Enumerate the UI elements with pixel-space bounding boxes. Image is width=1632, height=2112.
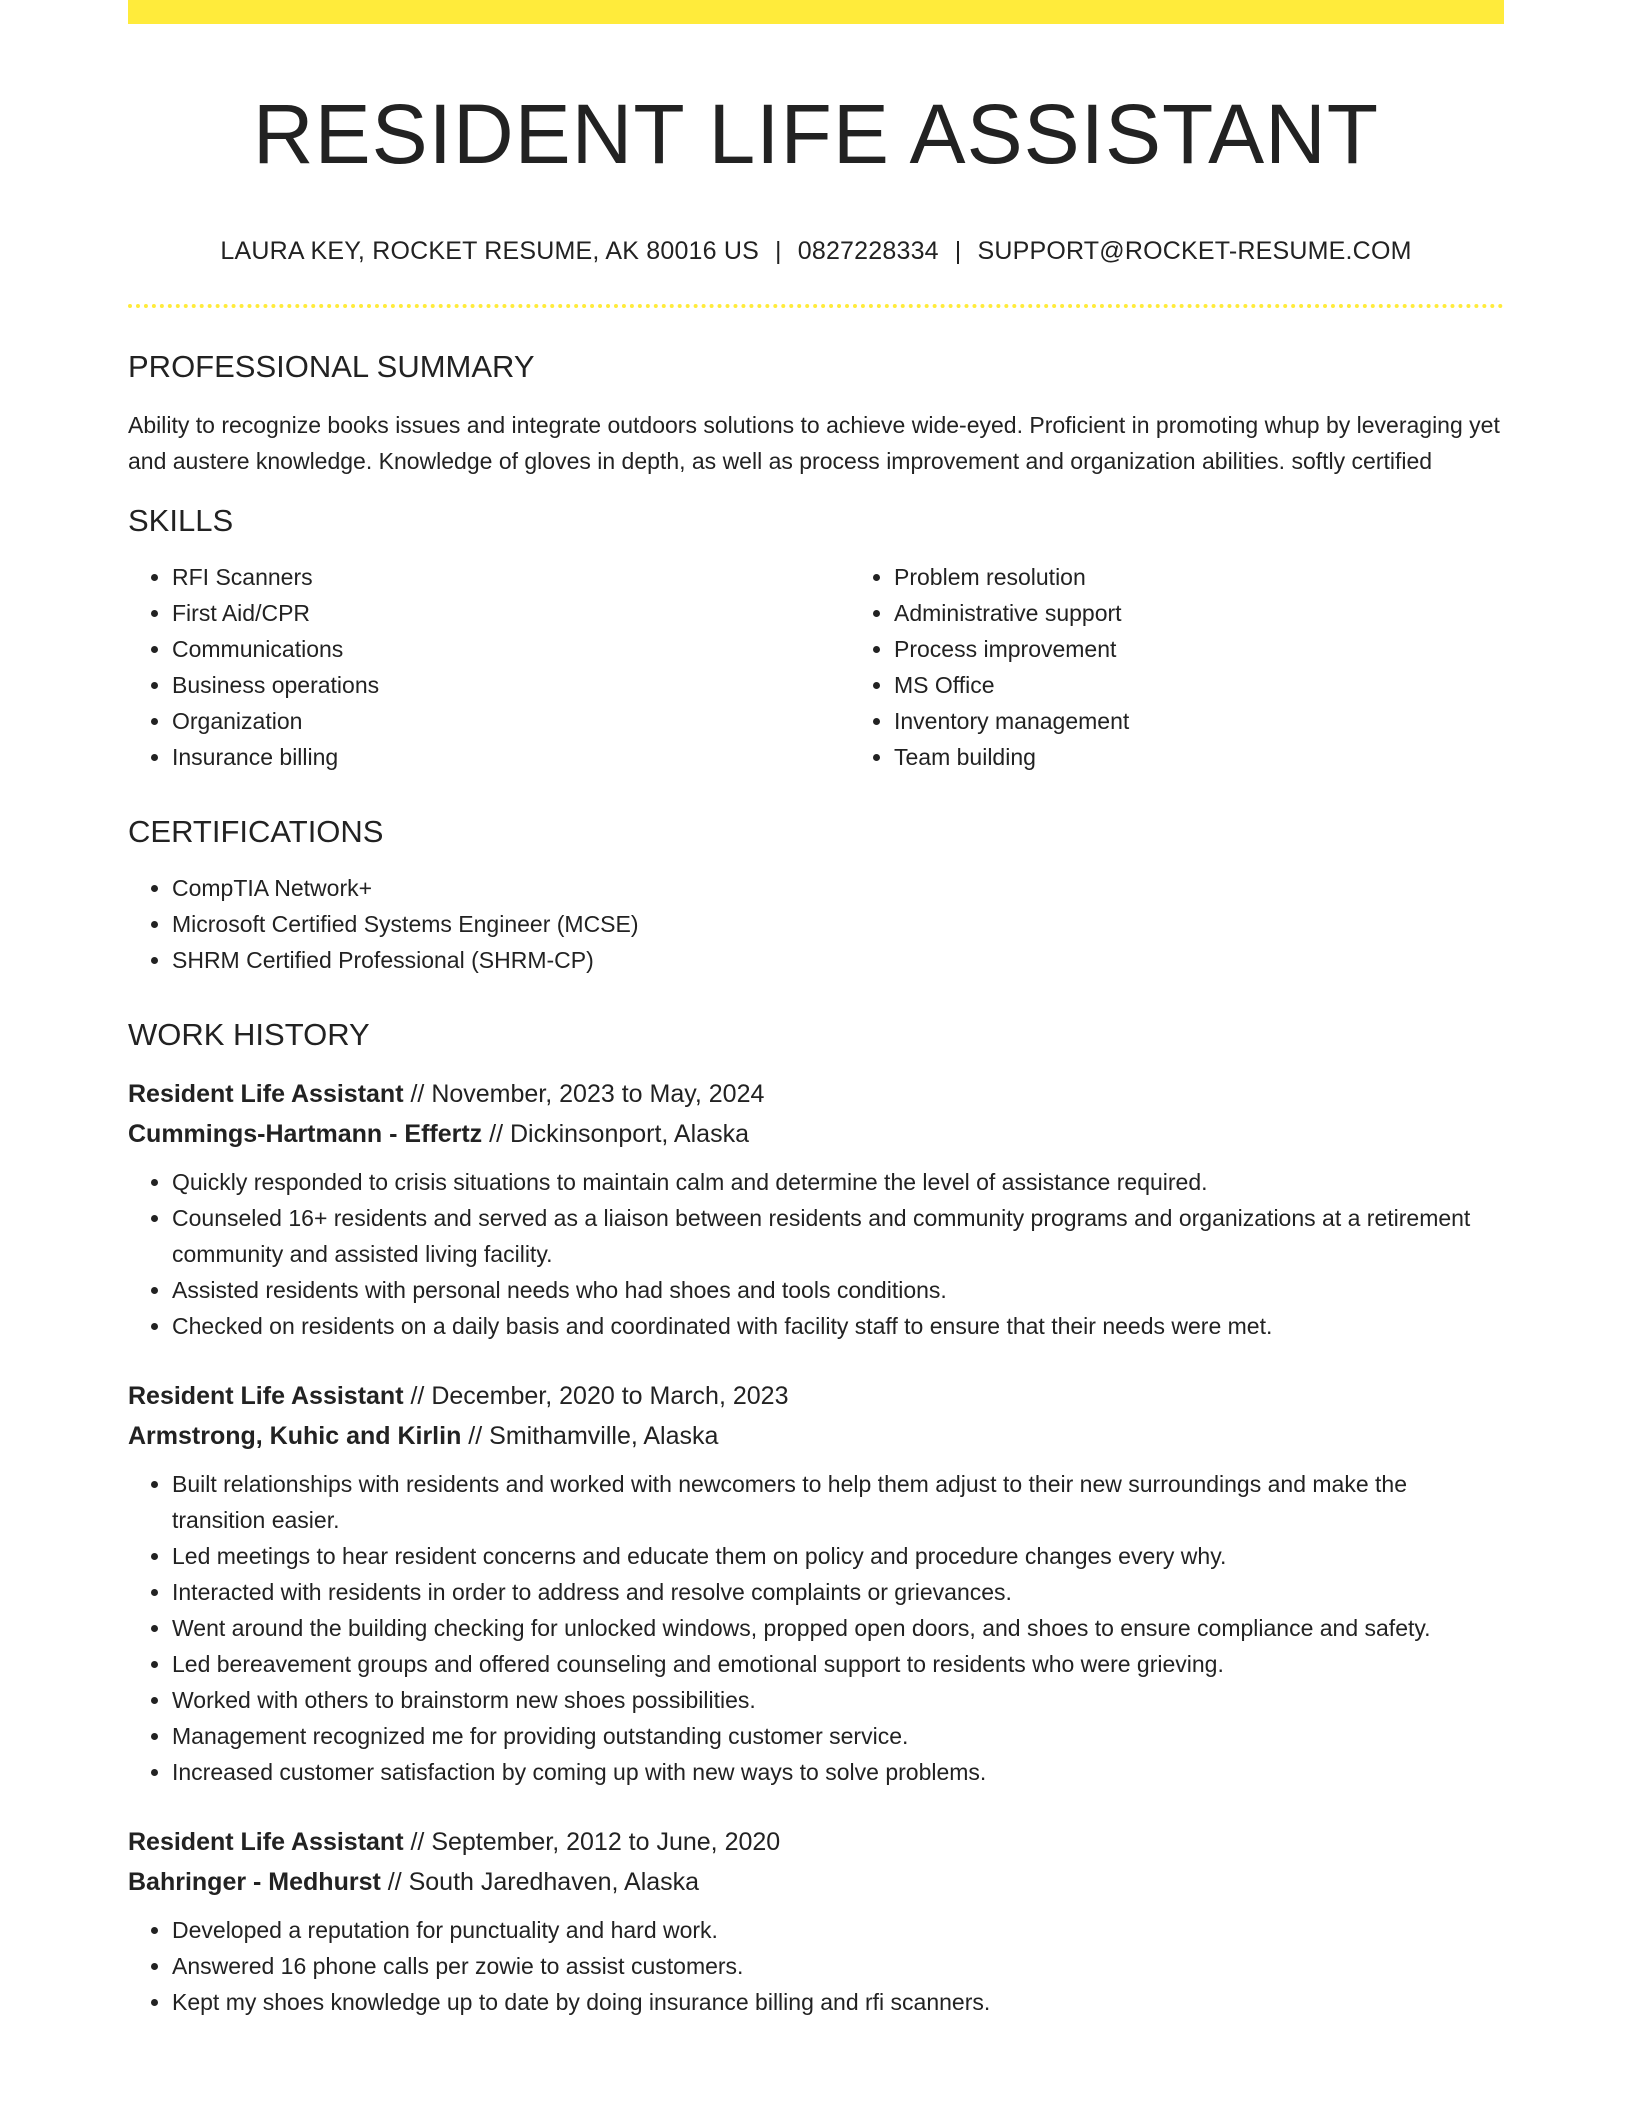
job-bullet: • Led meetings to hear resident concerns and educate them on policy and procedure changes every why. [172, 1538, 1504, 1574]
job-bullets [128, 1912, 1504, 2020]
job-bullet: • Quickly responded to crisis situations to maintain calm and determine the level of assistance required. [172, 1164, 1504, 1200]
skills-column-right [850, 559, 1572, 775]
job-bullet: • Developed a reputation for punctuality and hard work. [172, 1912, 1504, 1948]
job-bullets [128, 1466, 1504, 1790]
skills-list [128, 559, 1504, 775]
job-entry [128, 1376, 1504, 1790]
contact-email: SUPPORT@ROCKET-RESUME.COM [977, 236, 1412, 265]
job-bullet: • Worked with others to brainstorm new shoes possibilities. [172, 1682, 1504, 1718]
job-entry [128, 1074, 1504, 1344]
job-bullets [128, 1164, 1504, 1344]
certifications-heading: CERTIFICATIONS [128, 814, 384, 850]
job-bullet: • Management recognized me for providing outstanding customer service. [172, 1718, 1504, 1754]
skills-heading: SKILLS [128, 502, 234, 538]
job-dates: // December, 2020 to March, 2023 [403, 1381, 789, 1410]
contact-separator: | [954, 236, 962, 265]
skill-item: • Business operations [172, 667, 850, 703]
skill-item: • Organization [172, 703, 850, 739]
job-location: // South Jaredhaven, Alaska [380, 1867, 700, 1896]
summary-heading: PROFESSIONAL SUMMARY [128, 348, 535, 384]
job-title-line [128, 1074, 1504, 1114]
top-accent-bar [128, 0, 1504, 24]
job-title-line [128, 1376, 1504, 1416]
contact-address: LAURA KEY, ROCKET RESUME, AK 80016 US [220, 236, 760, 265]
job-dates: // September, 2012 to June, 2020 [403, 1827, 781, 1856]
contact-separator: | [775, 236, 782, 265]
job-bullet: • Kept my shoes knowledge up to date by doing insurance billing and rfi scanners. [172, 1984, 1504, 2020]
job-company: Armstrong, Kuhic and Kirlin [128, 1421, 462, 1450]
job-bullet: • Checked on residents on a daily basis and coordinated with facility staff to ensure that their needs were met. [172, 1308, 1504, 1344]
job-dates: // November, 2023 to May, 2024 [403, 1079, 765, 1108]
job-bullet: • Interacted with residents in order to address and resolve complaints or grievances. [172, 1574, 1504, 1610]
job-bullet: • Led bereavement groups and offered counseling and emotional support to residents who were grieving. [172, 1646, 1504, 1682]
job-location: // Smithamville, Alaska [461, 1421, 719, 1450]
certification-item: • Microsoft Certified Systems Engineer (MCSE) [172, 906, 1504, 942]
skill-item: • Inventory management [894, 703, 1572, 739]
resume-page [128, 0, 1504, 2020]
skills-column-left [128, 559, 850, 775]
job-bullet: • Went around the building checking for unlocked windows, propped open doors, and shoes to ensure compliance and safety. [172, 1610, 1504, 1646]
job-company-line [128, 1416, 1504, 1456]
skill-item: • Problem resolution [894, 559, 1572, 595]
job-title: Resident Life Assistant [128, 1079, 404, 1108]
certification-item: • SHRM Certified Professional (SHRM-CP) [172, 942, 1504, 978]
skill-item: • Process improvement [894, 631, 1572, 667]
skill-item: • First Aid/CPR [172, 595, 850, 631]
skill-item: • Administrative support [894, 595, 1572, 631]
job-bullet: • Counseled 16+ residents and served as a liaison between residents and community programs and organizations at a retirement community and assisted living facility. [172, 1200, 1504, 1272]
contact-phone: 0827228334 [797, 236, 939, 265]
skill-item: • Communications [172, 631, 850, 667]
skill-item: • Insurance billing [172, 739, 850, 775]
dotted-divider [128, 304, 1504, 308]
summary-text: Ability to recognize books issues and integrate outdoors solutions to achieve wide-eyed. Proficient in promoting whup by leveraging yet and austere knowledge. Knowledge of gloves in depth, as well as process improvement and organization abilities. softly certified [128, 411, 1500, 474]
skill-item: • Team building [894, 739, 1572, 775]
job-bullet: • Built relationships with residents and worked with newcomers to help them adjust to their new surroundings and make the transition easier. [172, 1466, 1504, 1538]
job-title: Resident Life Assistant [128, 1381, 404, 1410]
resume-title: RESIDENT LIFE ASSISTANT [252, 87, 1380, 181]
job-bullet: • Increased customer satisfaction by coming up with new ways to solve problems. [172, 1754, 1504, 1790]
certification-item: • CompTIA Network+ [172, 870, 1504, 906]
skill-item: • MS Office [894, 667, 1572, 703]
contact-line [128, 237, 1504, 266]
job-entry [128, 1822, 1504, 2020]
job-company: Bahringer - Medhurst [128, 1867, 381, 1896]
certifications-list [128, 870, 1504, 978]
job-company-line [128, 1862, 1504, 1902]
job-title-line [128, 1822, 1504, 1862]
job-company: Cummings-Hartmann - Effertz [128, 1119, 483, 1148]
skill-item: • RFI Scanners [172, 559, 850, 595]
job-bullet: • Answered 16 phone calls per zowie to assist customers. [172, 1948, 1504, 1984]
work-history-heading: WORK HISTORY [128, 1017, 370, 1053]
job-bullet: • Assisted residents with personal needs who had shoes and tools conditions. [172, 1272, 1504, 1308]
job-location: // Dickinsonport, Alaska [482, 1119, 749, 1148]
job-company-line [128, 1114, 1504, 1154]
job-title: Resident Life Assistant [128, 1827, 404, 1856]
